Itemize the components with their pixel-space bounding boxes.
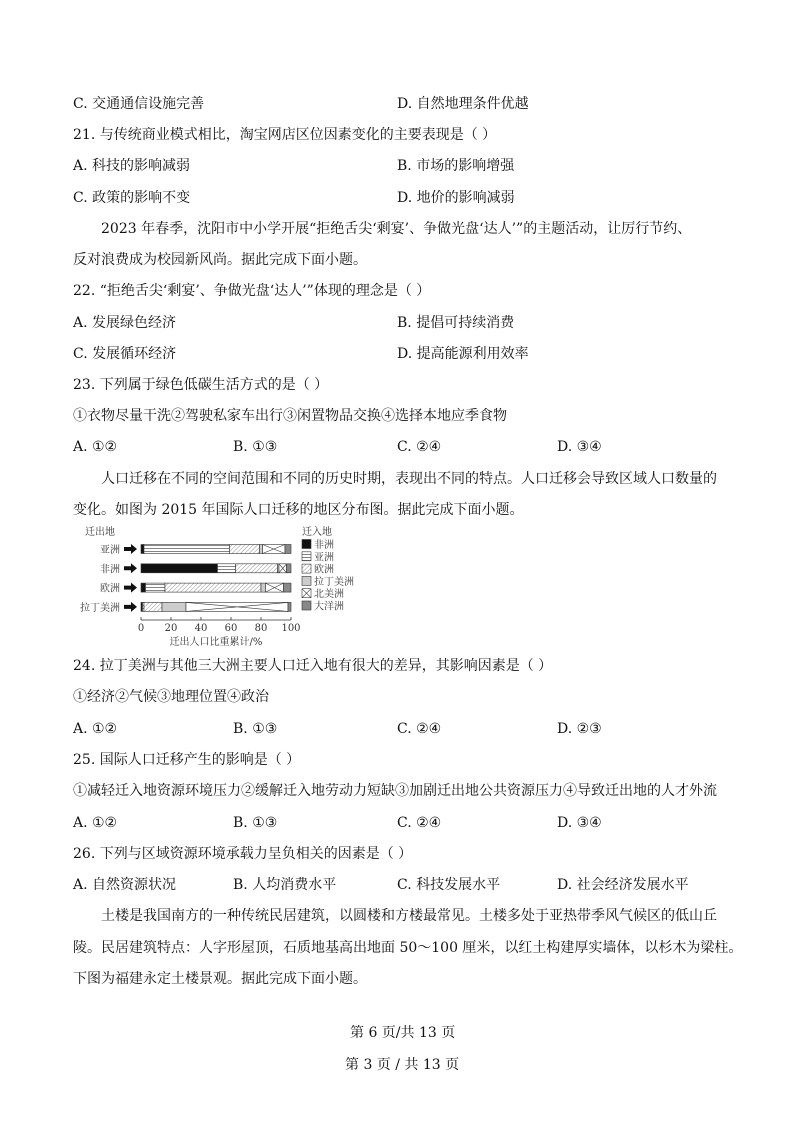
bar-segment xyxy=(230,545,260,554)
text-line: 25. 国际人口迁移产生的影响是（ ） xyxy=(73,752,301,768)
text-line: ①经济②气候③地理位置④政治 xyxy=(73,689,269,705)
x-tick-label: 40 xyxy=(194,623,208,634)
legend-label: 拉丁美洲 xyxy=(314,576,354,588)
bar-segment xyxy=(165,583,261,592)
text-line: 21. 与传统商业模式相比，淘宝网店区位因素变化的主要表现是（ ） xyxy=(73,127,497,143)
text-line: C. 科技发展水平 xyxy=(397,877,501,893)
legend-label: 大洋洲 xyxy=(314,601,344,613)
text-line: C. ②④ xyxy=(397,815,442,831)
text-line: A. 科技的影响减弱 xyxy=(73,158,191,174)
text-line: 26. 下列与区域资源环境承载力呈负相关的因素是（ ） xyxy=(73,846,413,862)
category-label: 拉丁美洲 xyxy=(80,602,120,614)
legend-label: 亚洲 xyxy=(314,552,334,564)
text-line: C. 发展循环经济 xyxy=(73,346,177,362)
bar-segment xyxy=(284,583,292,592)
text-line: B. ①③ xyxy=(233,815,278,831)
text-line: B. 提倡可持续消费 xyxy=(397,315,515,331)
bar-segment xyxy=(144,602,162,611)
legend-swatch xyxy=(302,576,311,585)
text-line: 人口迁移在不同的空间范围和不同的历史时期，表现出不同的特点。人口迁移会导致区域人口数量的 xyxy=(101,471,717,487)
text-line: B. ①③ xyxy=(233,439,278,455)
text-line: A. 自然资源状况 xyxy=(73,877,177,893)
legend-label: 欧洲 xyxy=(314,564,334,576)
bar-segment xyxy=(236,564,278,573)
text-line: 24. 拉丁美洲与其他三大洲主要人口迁入地有很大的差异，其影响因素是（ ） xyxy=(73,658,553,674)
bar-segment xyxy=(260,545,263,554)
bar-segment xyxy=(146,583,166,592)
text-line: B. 市场的影响增强 xyxy=(397,158,515,174)
bar-segment xyxy=(141,545,144,554)
text-line: 变化。如图为 2015 年国际人口迁移的地区分布图。据此完成下面小题。 xyxy=(73,502,524,518)
inner-page-number: 第 6 页/共 13 页 xyxy=(350,1025,456,1041)
x-tick-label: 0 xyxy=(137,623,145,634)
arrow-icon xyxy=(124,583,137,593)
text-line: 23. 下列属于绿色低碳生活方式的是（ ） xyxy=(73,377,329,393)
legend-label: 非洲 xyxy=(314,540,334,551)
legend-label: 北美洲 xyxy=(314,589,344,601)
text-line: 反对浪费成为校园新风尚。据此完成下面小题。 xyxy=(73,252,367,268)
arrow-icon xyxy=(124,563,137,573)
legend-swatch xyxy=(302,540,311,549)
bar-segment xyxy=(141,564,218,573)
text-line: 陵。民居建筑特点：人字形屋顶，石质地基高出地面 50～100 厘米，以红土构建厚实墙体，以杉木为梁柱。 xyxy=(73,940,743,956)
bar-segment xyxy=(287,564,292,573)
text-line: D. 地价的影响减弱 xyxy=(397,190,515,206)
text-line: C. ②④ xyxy=(397,721,442,737)
arrow-icon xyxy=(124,544,137,554)
legend-title: 迁入地 xyxy=(302,527,332,538)
text-line: 土楼是我国南方的一种传统民居建筑，以圆楼和方楼最常见。土楼多处于亚热带季风气候区的低山丘 xyxy=(101,908,717,924)
bar-segment xyxy=(141,583,146,592)
text-line: D. 自然地理条件优越 xyxy=(397,96,529,112)
bar-segment xyxy=(261,583,266,592)
x-tick-label: 60 xyxy=(224,623,238,634)
text-line: ①减轻迁入地资源环境压力②缓解迁入地劳动力短缺③加剧迁出地公共资源压力④导致迁出地的人才外流 xyxy=(73,783,717,799)
x-tick-label: 20 xyxy=(164,623,178,634)
x-tick-label: 80 xyxy=(254,623,268,634)
text-line: 22. “拒绝舌尖‘剩宴’、争做光盘‘达人’”体现的理念是（ ） xyxy=(73,283,431,299)
bar-segment xyxy=(162,602,186,611)
text-line: B. 人均消费水平 xyxy=(233,877,337,893)
legend-swatch xyxy=(302,552,311,561)
category-label: 非洲 xyxy=(100,564,120,576)
category-label: 欧洲 xyxy=(100,583,120,595)
text-line: D. ③④ xyxy=(557,815,602,831)
bar-segment xyxy=(285,545,291,554)
legend-swatch xyxy=(302,564,311,573)
text-line: C. 交通通信设施完善 xyxy=(73,96,205,112)
arrow-icon xyxy=(124,602,137,612)
migration-chart xyxy=(70,520,370,650)
page-number: 第 3 页 / 共 13 页 xyxy=(345,1057,460,1073)
text-line: D. 提高能源利用效率 xyxy=(397,346,529,362)
x-tick-label: 100 xyxy=(281,623,301,634)
legend-swatch xyxy=(302,601,311,610)
text-line: B. ①③ xyxy=(233,721,278,737)
bar-segment xyxy=(288,602,291,611)
text-line: A. 发展绿色经济 xyxy=(73,315,177,331)
text-line: C. ②④ xyxy=(397,439,442,455)
text-line: C. 政策的影响不变 xyxy=(73,190,191,206)
text-line: 下图为福建永定土楼景观。据此完成下面小题。 xyxy=(73,971,367,987)
text-line: D. ②③ xyxy=(557,721,602,737)
category-label: 亚洲 xyxy=(100,545,120,556)
y-axis-title: 迁出地 xyxy=(85,527,115,538)
bar-segment xyxy=(218,564,236,573)
text-line: A. ①② xyxy=(73,439,118,455)
x-axis-title: 迁出人口比重累计/% xyxy=(169,637,263,648)
text-line: A. ①② xyxy=(73,721,118,737)
text-line: D. ③④ xyxy=(557,439,602,455)
text-line: A. ①② xyxy=(73,815,118,831)
bar-segment xyxy=(144,545,230,554)
text-line: D. 社会经济发展水平 xyxy=(557,877,689,893)
text-line: 2023 年春季，沈阳市中小学开展“拒绝舌尖‘剩宴’、争做光盘‘达人’”的主题活动，让厉行节约、 xyxy=(101,221,692,237)
text-line: ①衣物尽量干洗②驾驶私家车出行③闲置物品交换④选择本地应季食物 xyxy=(73,408,507,424)
